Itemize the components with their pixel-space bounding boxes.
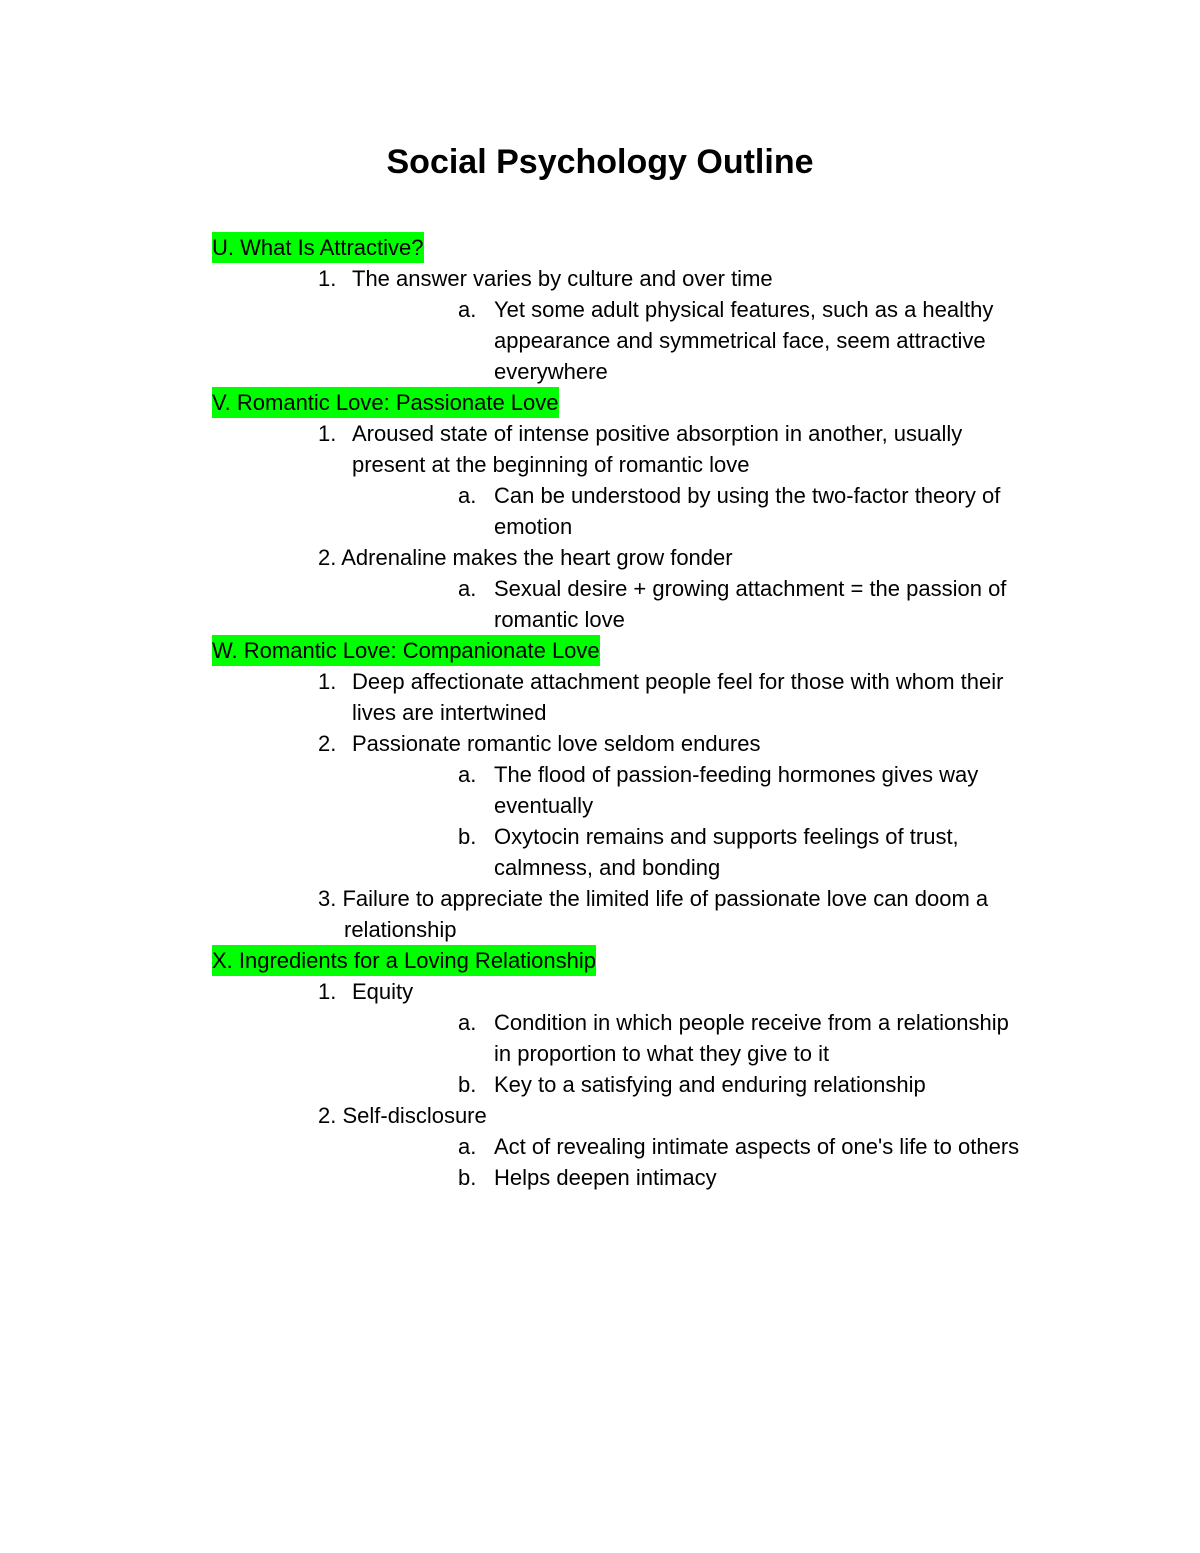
list-marker: 1. [318,266,337,291]
list-item-text: 2. Adrenaline makes the heart grow fonder [318,545,733,570]
list-item-text: in proportion to what they give to it [494,1041,830,1066]
list-marker: a. [458,762,477,787]
list-item-text: Sexual desire + growing attachment = the passion of [494,576,1007,601]
list-item-text: Condition in which people receive from a relationship [494,1010,1009,1035]
list-marker: 1. [318,979,337,1004]
list-item-text: present at the beginning of romantic love [352,452,750,477]
list-item-text: lives are intertwined [352,700,547,725]
section-heading-row [0,232,1200,263]
list-item-text: Aroused state of intense positive absorption in another, usually [352,421,963,446]
section-heading-row [0,387,1200,418]
list-item [0,263,1200,294]
list-item-text: 3. Failure to appreciate the limited life of passionate love can doom a [318,886,989,911]
list-item-text: Act of revealing intimate aspects of one's life to others [494,1134,1020,1159]
list-item-text: appearance and symmetrical face, seem attractive [494,328,986,353]
list-item-continuation [0,914,1200,945]
list-item [0,728,1200,759]
list-marker: a. [458,297,477,322]
list-item-text: 2. Self-disclosure [318,1103,487,1128]
page-title: Social Psychology Outline [386,143,814,181]
section-heading-row [0,635,1200,666]
list-item [0,480,1200,511]
list-item [0,1131,1200,1162]
outline [0,232,1200,1193]
list-item-text: Helps deepen intimacy [494,1165,717,1190]
list-marker: a. [458,1134,477,1159]
list-item-text: Oxytocin remains and supports feelings of trust, [494,824,959,849]
list-marker: 2. [318,731,337,756]
list-item [0,1007,1200,1038]
list-item-text: emotion [494,514,573,539]
list-item-text: The answer varies by culture and over time [352,266,773,291]
list-marker: 1. [318,421,337,446]
list-item-text: eventually [494,793,594,818]
list-item-text: calmness, and bonding [494,855,721,880]
list-marker: b. [458,1072,477,1097]
list-item-text: Yet some adult physical features, such as a healthy [494,297,994,322]
list-item [0,759,1200,790]
list-item-continuation [0,449,1200,480]
list-item-text: everywhere [494,359,608,384]
list-item [0,666,1200,697]
list-item-continuation [0,852,1200,883]
list-item [0,883,1200,914]
list-item-text: Key to a satisfying and enduring relationship [494,1072,926,1097]
list-item-continuation [0,511,1200,542]
list-item [0,1069,1200,1100]
list-item-text: The flood of passion-feeding hormones gives way [494,762,979,787]
list-item [0,573,1200,604]
list-marker: a. [458,576,477,601]
list-marker: 1. [318,669,337,694]
list-item [0,542,1200,573]
list-item [0,1162,1200,1193]
section-heading: V. Romantic Love: Passionate Love [212,387,559,418]
list-item-continuation [0,604,1200,635]
list-item [0,418,1200,449]
list-item-text: relationship [344,917,457,942]
list-item-text: Passionate romantic love seldom endures [352,731,761,756]
list-item-text: romantic love [494,607,625,632]
list-item-continuation [0,325,1200,356]
list-item [0,821,1200,852]
list-marker: b. [458,824,477,849]
list-item-continuation [0,790,1200,821]
list-item [0,294,1200,325]
list-item [0,1100,1200,1131]
list-item-text: Can be understood by using the two-factor theory of [494,483,1001,508]
list-item-continuation [0,697,1200,728]
section-heading: U. What Is Attractive? [212,232,424,263]
section-heading: X. Ingredients for a Loving Relationship [212,945,596,976]
section-heading: W. Romantic Love: Companionate Love [212,635,600,666]
list-marker: a. [458,483,477,508]
list-item [0,976,1200,1007]
list-item-text: Equity [352,979,414,1004]
section-heading-row [0,945,1200,976]
list-marker: a. [458,1010,477,1035]
list-item-continuation [0,1038,1200,1069]
list-item-continuation [0,356,1200,387]
list-marker: b. [458,1165,477,1190]
list-item-text: Deep affectionate attachment people feel for those with whom their [352,669,1004,694]
